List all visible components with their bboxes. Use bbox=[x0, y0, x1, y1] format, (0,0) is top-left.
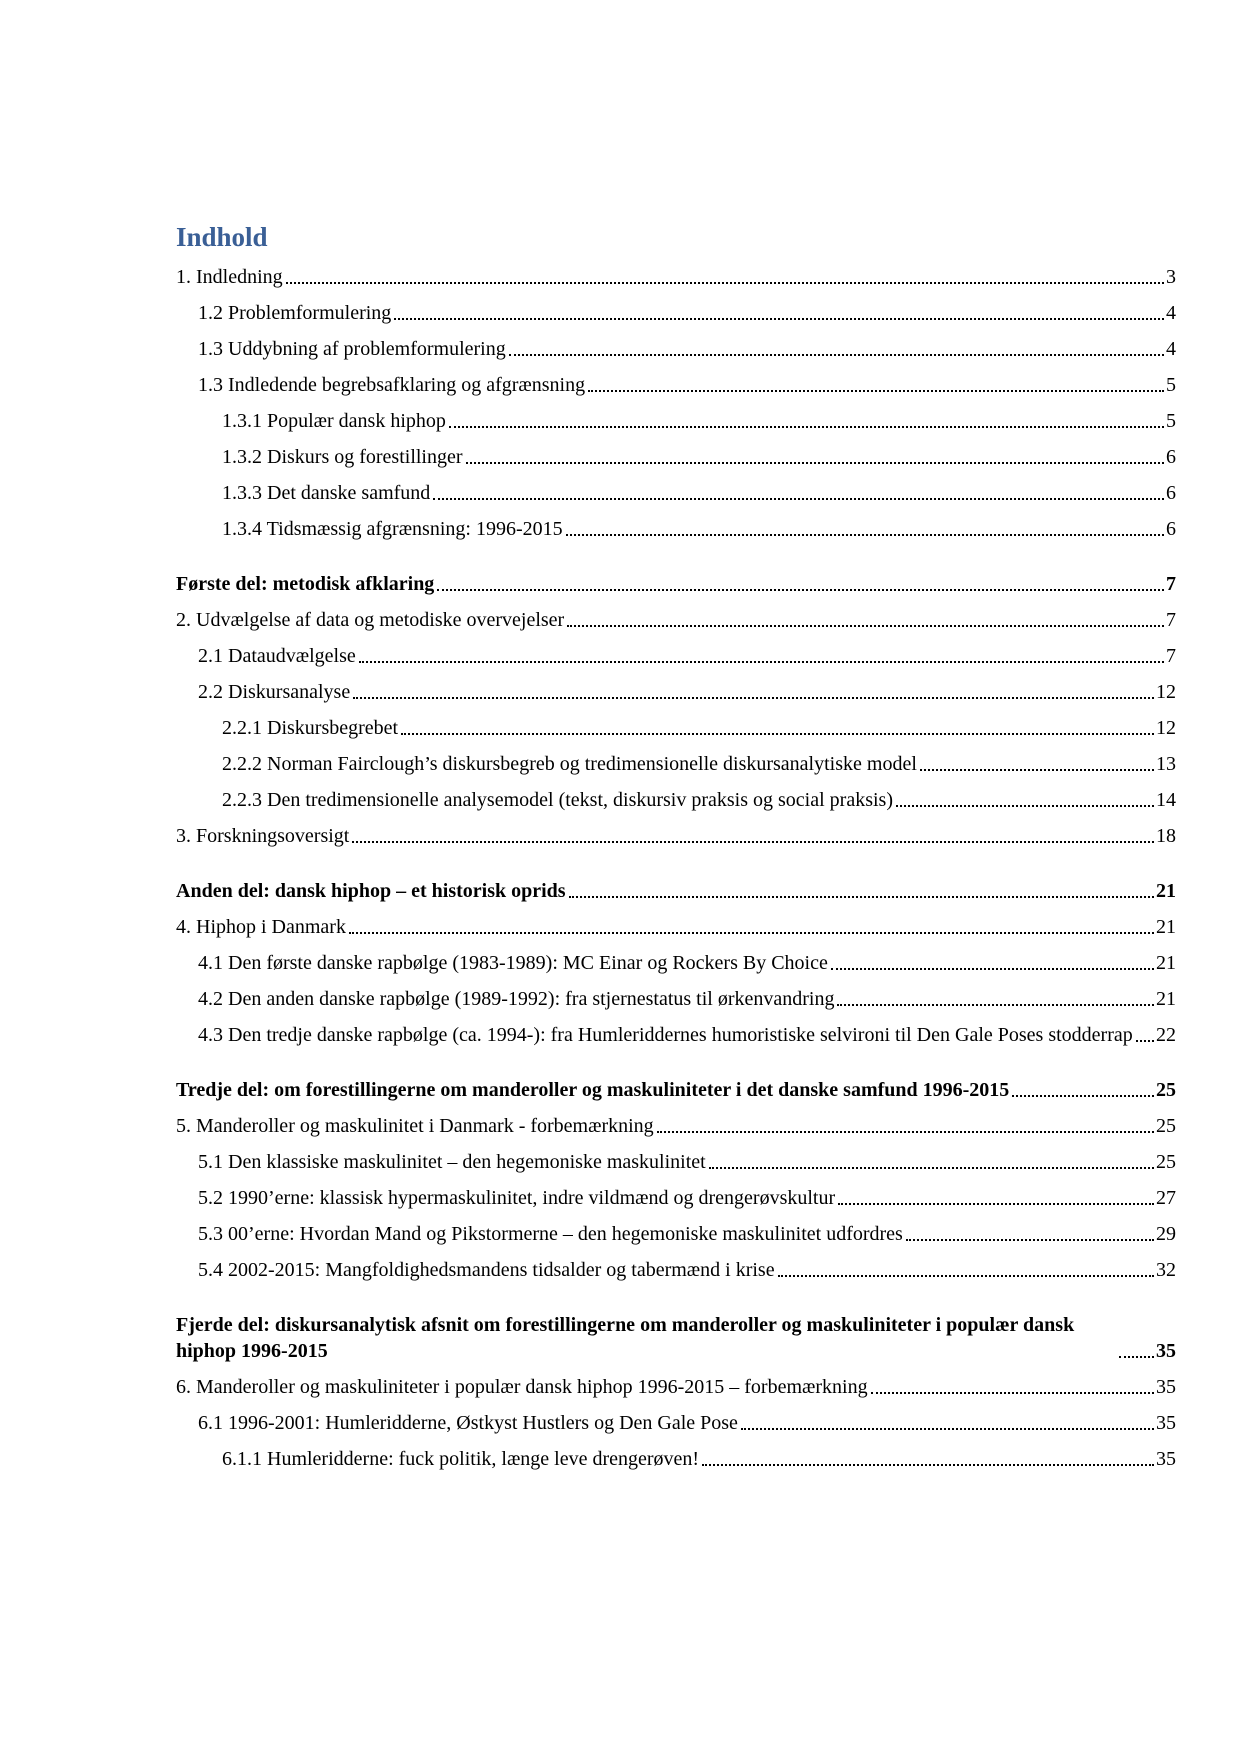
toc-entry-title: 5.1 Den klassiske maskulinitet – den hegemoniske maskulinitet bbox=[198, 1151, 706, 1173]
toc-entry-title: 1.3 Uddybning af problemformulering bbox=[198, 338, 506, 360]
toc-entry-title: 1. Indledning bbox=[176, 266, 283, 288]
toc-entry-title: 1.3.1 Populær dansk hiphop bbox=[222, 410, 446, 432]
toc-entry-title: Fjerde del: diskursanalytisk afsnit om forestillingerne om manderoller og maskuliniteter i populær dansk hiphop 1996-2015 bbox=[176, 1314, 1075, 1362]
toc-entry-title: 5.3 00’erne: Hvordan Mand og Pikstormerne – den hegemoniske maskulinitet udfordres bbox=[198, 1223, 903, 1245]
toc-entry-title: 1.3.3 Det danske samfund bbox=[222, 482, 431, 504]
toc-dot-leader bbox=[702, 1464, 1154, 1466]
toc-entry-title: 1.3.4 Tidsmæssig afgrænsning: 1996-2015 bbox=[222, 518, 563, 540]
toc-page-number: 35 bbox=[1156, 1376, 1176, 1398]
toc-page-number: 4 bbox=[1166, 338, 1176, 360]
toc-entry-title: 6.1 1996-2001: Humleridderne, Østkyst Hustlers og Den Gale Pose bbox=[198, 1412, 738, 1434]
toc-entry-title: Første del: metodisk afklaring bbox=[176, 573, 435, 595]
toc-part-entry[interactable] bbox=[176, 1077, 1176, 1103]
toc-dot-leader bbox=[394, 318, 1164, 320]
toc-entry[interactable] bbox=[176, 1149, 1176, 1175]
toc-page-number: 6 bbox=[1166, 446, 1176, 468]
toc-entry[interactable] bbox=[176, 607, 1176, 633]
toc-entry-title: 1.3.2 Diskurs og forestillinger bbox=[222, 446, 463, 468]
toc-dot-leader bbox=[741, 1428, 1154, 1430]
toc-dot-leader bbox=[433, 498, 1164, 500]
toc-entry[interactable] bbox=[176, 1257, 1176, 1283]
toc-page-number: 21 bbox=[1156, 988, 1176, 1010]
toc-entry-title: 2.2.1 Diskursbegrebet bbox=[222, 717, 399, 739]
toc-page-number: 4 bbox=[1166, 302, 1176, 324]
toc-entry[interactable] bbox=[176, 643, 1176, 669]
toc-page-number: 13 bbox=[1156, 753, 1176, 775]
toc-entry[interactable] bbox=[176, 715, 1176, 741]
toc-heading: Indhold bbox=[176, 222, 268, 252]
toc-entry[interactable] bbox=[176, 444, 1176, 470]
toc-entry[interactable] bbox=[176, 823, 1176, 849]
toc-entry[interactable] bbox=[176, 914, 1176, 940]
toc-part-entry[interactable] bbox=[176, 1312, 1176, 1364]
toc-dot-leader bbox=[359, 661, 1164, 663]
toc-entry[interactable] bbox=[176, 1022, 1176, 1048]
toc-entry-title: 1.2 Problemformulering bbox=[198, 302, 392, 324]
toc-page-number: 25 bbox=[1156, 1151, 1176, 1173]
toc-dot-leader bbox=[566, 534, 1164, 536]
toc-entry[interactable] bbox=[176, 787, 1176, 813]
toc-entry[interactable] bbox=[176, 1221, 1176, 1247]
toc-page-number: 7 bbox=[1166, 609, 1176, 631]
toc-entry-title: 4.2 Den anden danske rapbølge (1989-1992): fra stjernestatus til ørkenvandring bbox=[198, 988, 835, 1010]
toc-entry[interactable] bbox=[176, 950, 1176, 976]
toc-entry[interactable] bbox=[176, 300, 1176, 326]
toc-entry-title: 1.3 Indledende begrebsafklaring og afgrænsning bbox=[198, 374, 586, 396]
toc-dot-leader bbox=[871, 1392, 1154, 1394]
toc-entry[interactable] bbox=[176, 1410, 1176, 1436]
toc-entry-title: 2.2.3 Den tredimensionelle analysemodel (tekst, diskursiv praksis og social praksis) bbox=[222, 789, 893, 811]
toc-entry-title: 3. Forskningsoversigt bbox=[176, 825, 350, 847]
toc-entry[interactable] bbox=[176, 264, 1176, 290]
toc-page-number: 5 bbox=[1166, 374, 1176, 396]
toc-page-number: 21 bbox=[1156, 952, 1176, 974]
toc-dot-leader bbox=[896, 805, 1154, 807]
toc-page-number: 3 bbox=[1166, 266, 1176, 288]
toc-list bbox=[176, 264, 1176, 1482]
toc-entry[interactable] bbox=[176, 1446, 1176, 1472]
toc-entry-title: 2. Udvælgelse af data og metodiske overvejelser bbox=[176, 609, 565, 631]
toc-page-number: 29 bbox=[1156, 1223, 1176, 1245]
toc-page-number: 35 bbox=[1156, 1412, 1176, 1434]
toc-dot-leader bbox=[286, 282, 1164, 284]
toc-page-number: 21 bbox=[1156, 916, 1176, 938]
toc-page-number: 35 bbox=[1156, 1448, 1176, 1470]
toc-dot-leader bbox=[1119, 1356, 1154, 1358]
toc-entry[interactable] bbox=[176, 1113, 1176, 1139]
toc-dot-leader bbox=[906, 1239, 1154, 1241]
toc-dot-leader bbox=[709, 1167, 1154, 1169]
toc-entry-title: 6.1.1 Humleridderne: fuck politik, længe leve drengerøven! bbox=[222, 1448, 700, 1470]
toc-page-number: 6 bbox=[1166, 482, 1176, 504]
toc-dot-leader bbox=[837, 1004, 1154, 1006]
toc-part-entry[interactable] bbox=[176, 571, 1176, 597]
toc-dot-leader bbox=[352, 841, 1154, 843]
toc-page-number: 25 bbox=[1156, 1115, 1176, 1137]
toc-dot-leader bbox=[831, 968, 1154, 970]
toc-dot-leader bbox=[567, 625, 1164, 627]
toc-page-number: 12 bbox=[1156, 681, 1176, 703]
toc-page-number: 12 bbox=[1156, 717, 1176, 739]
toc-dot-leader bbox=[920, 769, 1154, 771]
toc-entry-title: Tredje del: om forestillingerne om manderoller og maskuliniteter i det danske samfund 1996-2015 bbox=[176, 1079, 1010, 1101]
toc-page-number: 7 bbox=[1166, 645, 1176, 667]
toc-entry-title: 4.3 Den tredje danske rapbølge (ca. 1994-): fra Humleriddernes humoristiske selvironi til Den Gale Poses stodderrap bbox=[198, 1024, 1133, 1046]
toc-dot-leader bbox=[509, 354, 1164, 356]
toc-dot-leader bbox=[838, 1203, 1154, 1205]
toc-page-number: 21 bbox=[1156, 880, 1176, 902]
toc-entry[interactable] bbox=[176, 336, 1176, 362]
toc-entry-title: 2.2 Diskursanalyse bbox=[198, 681, 351, 703]
toc-page-number: 35 bbox=[1156, 1340, 1176, 1362]
toc-entry[interactable] bbox=[176, 480, 1176, 506]
toc-dot-leader bbox=[1136, 1040, 1154, 1042]
toc-entry-title: 6. Manderoller og maskuliniteter i populær dansk hiphop 1996-2015 – forbemærkning bbox=[176, 1376, 868, 1398]
toc-dot-leader bbox=[657, 1131, 1154, 1133]
toc-page-number: 25 bbox=[1156, 1079, 1176, 1101]
toc-page-number: 18 bbox=[1156, 825, 1176, 847]
toc-dot-leader bbox=[401, 733, 1154, 735]
toc-entry[interactable] bbox=[176, 516, 1176, 542]
toc-entry[interactable] bbox=[176, 372, 1176, 398]
toc-page-number: 7 bbox=[1166, 573, 1176, 595]
toc-page-number: 22 bbox=[1156, 1024, 1176, 1046]
toc-entry-title: 5.2 1990’erne: klassisk hypermaskulinitet, indre vildmænd og drengerøvskultur bbox=[198, 1187, 836, 1209]
toc-entry-title: 5.4 2002-2015: Mangfoldighedsmandens tidsalder og tabermænd i krise bbox=[198, 1259, 775, 1281]
toc-entry-title: 4. Hiphop i Danmark bbox=[176, 916, 346, 938]
toc-entry-title: 5. Manderoller og maskulinitet i Danmark - forbemærkning bbox=[176, 1115, 654, 1137]
toc-entry-title: 4.1 Den første danske rapbølge (1983-1989): MC Einar og Rockers By Choice bbox=[198, 952, 828, 974]
toc-dot-leader bbox=[349, 932, 1154, 934]
toc-dot-leader bbox=[466, 462, 1164, 464]
toc-page-number: 5 bbox=[1166, 410, 1176, 432]
toc-dot-leader bbox=[588, 390, 1164, 392]
toc-page-number: 27 bbox=[1156, 1187, 1176, 1209]
toc-page-number: 6 bbox=[1166, 518, 1176, 540]
toc-page-number: 32 bbox=[1156, 1259, 1176, 1281]
toc-dot-leader bbox=[569, 896, 1154, 898]
toc-part-entry[interactable] bbox=[176, 878, 1176, 904]
toc-entry[interactable] bbox=[176, 408, 1176, 434]
toc-entry[interactable] bbox=[176, 986, 1176, 1012]
toc-dot-leader bbox=[449, 426, 1164, 428]
toc-dot-leader bbox=[1012, 1095, 1154, 1097]
toc-dot-leader bbox=[778, 1275, 1154, 1277]
toc-dot-leader bbox=[353, 697, 1154, 699]
toc-entry[interactable] bbox=[176, 679, 1176, 705]
toc-dot-leader bbox=[437, 589, 1164, 591]
toc-entry-title: 2.2.2 Norman Fairclough’s diskursbegreb og tredimensionelle diskursanalytiske model bbox=[222, 753, 917, 775]
toc-entry[interactable] bbox=[176, 1374, 1176, 1400]
toc-entry-title: Anden del: dansk hiphop – et historisk oprids bbox=[176, 880, 566, 902]
toc-page-number: 14 bbox=[1156, 789, 1176, 811]
toc-entry[interactable] bbox=[176, 1185, 1176, 1211]
toc-entry[interactable] bbox=[176, 751, 1176, 777]
toc-entry-title: 2.1 Dataudvælgelse bbox=[198, 645, 356, 667]
